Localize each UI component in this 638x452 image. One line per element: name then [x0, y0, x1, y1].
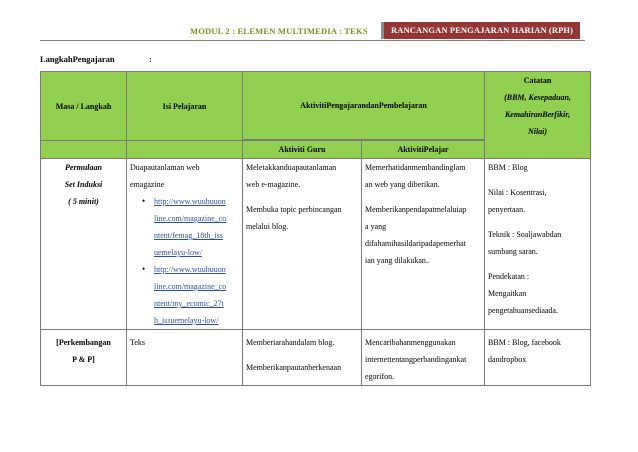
catatan-line: pengetahuansediaada. — [488, 306, 558, 315]
row-aktiviti-pelajar — [362, 159, 485, 330]
row-aktiviti-guru — [243, 330, 362, 386]
row-aktiviti-guru — [243, 159, 362, 330]
table-row — [41, 330, 591, 386]
spacer — [246, 351, 358, 359]
guru-line: Meletakkanduapautanlaman — [246, 163, 337, 172]
isi-line: Teks — [130, 338, 145, 347]
spacer — [488, 218, 587, 226]
pelajar-line: Memberikanpendapatmelaluiap — [365, 205, 467, 214]
ecomic-link[interactable] — [154, 265, 226, 325]
link-segment: ntent/femag_18th_iss — [154, 231, 223, 240]
row-catatan — [485, 330, 591, 386]
list-item — [154, 193, 239, 261]
spacer — [488, 260, 587, 268]
header-rule — [40, 40, 585, 41]
row-isi — [127, 159, 243, 330]
catatan-line: BBM : Blog — [488, 163, 528, 172]
pelajar-line: egorifon. — [365, 372, 395, 381]
pelajar-line: a yang — [365, 222, 387, 231]
catatan-line: Teknik : Soaljawabdan — [488, 230, 562, 239]
catatan-line: sumbang saran. — [488, 247, 538, 256]
steps-heading — [40, 54, 152, 64]
catatan-line: Pendekatan : — [488, 272, 530, 281]
spacer — [365, 193, 481, 201]
link-segment: line.com/magazine_co — [154, 282, 227, 291]
guru-line: melalui blog. — [246, 222, 289, 231]
stage-line: ( 5 minit) — [68, 197, 99, 206]
table-header-row — [41, 72, 591, 140]
header-aktiviti: AktivitiPengajarandanPembelajaran — [243, 72, 485, 140]
row-aktiviti-pelajar — [362, 330, 485, 386]
guru-line: Memberikanpautanberkenaan — [246, 363, 342, 372]
link-segment: h_issuemelayu-low/ — [154, 316, 219, 325]
stage-line: Set Induksi — [64, 180, 103, 189]
catatan-line: dandropbox — [488, 355, 527, 364]
catatan-line: Mengaitkan — [488, 289, 527, 298]
catatan-line: BBM : Blog, facebook — [488, 338, 561, 347]
isi-line: emagazine — [130, 180, 165, 189]
list-item — [154, 261, 239, 329]
catatan-line: Nilai : Kosentrasi, — [488, 188, 547, 197]
stage-line: Permulaan — [65, 163, 102, 172]
lesson-plan-table — [40, 71, 591, 386]
femag-link[interactable] — [154, 197, 226, 257]
pelajar-line: internettentangperbandingankat — [365, 355, 467, 364]
header-aktiviti-pelajar: AktivitiPelajar — [362, 141, 485, 159]
catatan-line: KemahiranBerfikir, — [504, 110, 571, 119]
catatan-line: Nilai) — [527, 127, 548, 136]
link-segment: http://www.wuuhuuon — [154, 265, 226, 274]
isi-line: Duapautanlaman web — [130, 163, 200, 172]
row-catatan — [485, 159, 591, 330]
header-catatan — [485, 72, 591, 159]
catatan-line: (BBM, Kesepaduan, — [504, 93, 571, 102]
pelajar-line: Memerhatidanmembandinglam — [365, 163, 466, 172]
catatan-title: Catatan — [523, 76, 552, 85]
row-isi — [127, 330, 243, 386]
pelajar-line: Mencaribahanmenggunakan — [365, 338, 456, 347]
document-type-banner: RANCANGAN PENGAJARAN HARIAN (RPH) — [384, 22, 580, 39]
spacer — [488, 176, 587, 184]
spacer — [246, 193, 358, 201]
page-header — [0, 22, 638, 40]
link-segment: uemelayu-low/ — [154, 248, 202, 257]
link-segment: http://www.wuuhuuon — [154, 197, 226, 206]
header-isi: Isi Pelajaran — [127, 72, 243, 141]
table-row — [41, 159, 591, 330]
catatan-line: penyertaan. — [488, 205, 526, 214]
module-title: MODUL 2 : ELEMEN MULTIMEDIA : TEKS — [190, 26, 368, 36]
steps-colon: : — [149, 54, 152, 64]
guru-line: web e-magazine. — [246, 180, 301, 189]
link-segment: line.com/magazine_co — [154, 214, 227, 223]
stage-line: P & P] — [72, 355, 95, 364]
link-list — [130, 193, 239, 329]
pelajar-line: an web yang diberikan. — [365, 180, 440, 189]
subheader-empty-isi — [127, 141, 243, 159]
header-aktiviti-guru: Aktiviti Guru — [243, 141, 362, 159]
guru-line: Memberiarahandalam blog. — [246, 338, 335, 347]
pelajar-line: ian yang dilakukan.. — [365, 256, 430, 265]
header-masa: Masa / Langkah — [41, 72, 127, 141]
pelajar-line: difahamihasildaripadapemerhat — [365, 239, 466, 248]
stage-line: [Perkembangan — [56, 338, 111, 347]
guru-line: Membuka topic perbincangan — [246, 205, 342, 214]
row-stage — [41, 159, 127, 330]
row-stage — [41, 330, 127, 386]
subheader-empty-masa — [41, 141, 127, 159]
link-segment: ntent/my_ecomic_27t — [154, 299, 224, 308]
steps-label: LangkahPengajaran — [40, 54, 115, 64]
